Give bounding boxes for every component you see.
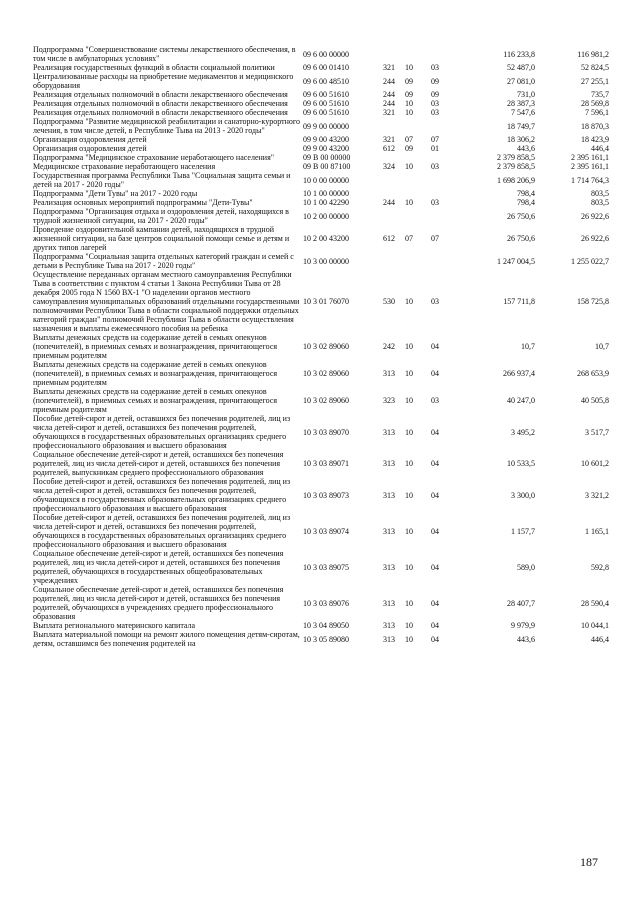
row-amount-year-1: 3 495,2 (511, 427, 535, 437)
row-target-code: 10 3 02 89060 (303, 396, 349, 405)
row-subsection: 07 (431, 234, 439, 243)
row-description: Подпрограмма "Развитие медицинской реабилитации и санаторно-курортного лечения, в том числе детей, в Республике Тыва на 2013 - 2020 годы" (33, 117, 300, 135)
row-section (405, 252, 431, 270)
table-row (33, 414, 609, 450)
row-amount-year-2: 1 714 764,3 (571, 175, 609, 185)
row-expense-type: 323 (383, 396, 395, 405)
row-amount-year-1: 1 157,7 (511, 526, 535, 536)
row-expense-type (383, 171, 405, 189)
row-subsection: 03 (431, 108, 439, 117)
row-expense-type: 530 (383, 297, 395, 306)
row-amount-year-2: 446,4 (591, 144, 609, 153)
table-row (33, 72, 609, 90)
row-target-code: 10 3 03 89073 (303, 490, 349, 500)
table-row (33, 162, 609, 171)
row-amount-year-2: 735,7 (591, 90, 609, 99)
row-subsection (431, 252, 465, 270)
table-row (33, 45, 609, 63)
row-amount-year-1: 9 979,9 (511, 621, 535, 630)
row-section: 10 (405, 369, 413, 378)
row-section: 10 (405, 598, 413, 608)
row-amount-year-1: 798,4 (517, 198, 535, 207)
row-target-code: 10 3 05 89080 (303, 634, 349, 644)
row-amount-year-1: 443,6 (517, 144, 535, 153)
row-subsection (431, 189, 465, 198)
row-section (405, 117, 431, 135)
row-target-code: 09 В 00 00000 (303, 153, 351, 162)
row-expense-type: 324 (383, 162, 395, 171)
row-subsection: 03 (431, 297, 439, 306)
row-section (405, 171, 431, 189)
row-expense-type (383, 207, 405, 225)
row-description: Подпрограмма "Дети Тувы" на 2017 - 2020 годы (33, 189, 198, 198)
row-expense-type: 244 (383, 198, 395, 207)
row-amount-year-1: 2 379 858,5 (497, 153, 535, 162)
row-target-code: 10 1 00 00000 (303, 189, 349, 198)
row-target-code: 10 3 02 89060 (303, 369, 349, 378)
row-section: 07 (405, 135, 413, 144)
row-expense-type: 242 (383, 342, 395, 351)
table-row (33, 621, 609, 630)
table-row (33, 450, 609, 477)
row-description: Социальное обеспечение детей-сирот и детей, оставшихся без попечения родителей, лиц из числа детей-сирот и детей, оставшихся без попечения родителей, обучающихся в учреждениях среднего профессионального образования (33, 585, 284, 621)
table-row (33, 90, 609, 99)
row-section: 10 (405, 490, 413, 500)
row-amount-year-1: 443,6 (517, 634, 535, 644)
row-target-code: 10 2 00 43200 (303, 234, 349, 243)
row-description: Пособие детей-сирот и детей, оставшихся без попечения родителей, лиц из числа детей-сирот и детей, оставшихся без попечения родителей, обучающихся в государственных образовательных организациях среднего профессионального образования и высшего образования (33, 414, 291, 450)
row-description: Проведение оздоровительной кампании детей, находящихся в трудной жизненной ситуации, на базе центров социальной помощи семье и детям и других типов лагерей (33, 225, 290, 252)
row-amount-year-2: 2 395 161,1 (571, 162, 609, 171)
table-row (33, 171, 609, 189)
table-row (33, 333, 609, 360)
row-subsection (431, 171, 465, 189)
row-subsection: 04 (431, 526, 439, 536)
row-target-code: 09 В 00 87100 (303, 162, 351, 171)
table-row (33, 198, 609, 207)
row-description: Централизованные расходы на приобретение медикаментов и медицинского оборудования (33, 72, 294, 90)
row-description: Выплаты денежных средств на содержание детей в семьях опекунов (попечителей), в приемных семьях и вознаграждения, причитающегося приемным родителям (33, 387, 278, 414)
row-amount-year-2: 52 824,5 (581, 63, 609, 72)
row-target-code: 09 6 00 48510 (303, 76, 349, 86)
row-target-code: 09 6 00 01410 (303, 63, 349, 72)
row-section: 10 (405, 99, 413, 108)
row-amount-year-2: 1 165,1 (585, 526, 609, 536)
row-description: Реализация отдельных полномочий в области лекарственного обеспечения (33, 90, 288, 99)
row-subsection: 09 (431, 90, 439, 99)
row-subsection: 04 (431, 490, 439, 500)
row-expense-type: 321 (383, 63, 395, 72)
row-subsection: 04 (431, 621, 439, 630)
row-amount-year-1: 10,7 (521, 342, 535, 351)
row-expense-type: 313 (383, 526, 395, 536)
table-row (33, 513, 609, 549)
row-amount-year-2: 446,4 (591, 634, 609, 644)
row-amount-year-1: 2 379 858,5 (497, 162, 535, 171)
table-row (33, 153, 609, 162)
row-subsection: 09 (431, 76, 439, 86)
row-expense-type: 313 (383, 459, 395, 468)
row-expense-type: 313 (383, 621, 395, 630)
row-target-code: 10 3 03 89070 (303, 427, 349, 437)
row-section: 10 (405, 63, 413, 72)
row-section: 10 (405, 342, 413, 351)
table-row (33, 135, 609, 144)
row-description: Подпрограмма "Социальная защита отдельных категорий граждан и семей с детьми в Республике Тыва на 2017 - 2020 годы" (33, 252, 294, 270)
table-row (33, 225, 609, 252)
row-amount-year-2: 27 255,1 (581, 76, 609, 86)
row-target-code: 09 6 00 51610 (303, 108, 349, 117)
table-row (33, 630, 609, 648)
row-target-code: 10 3 00 00000 (303, 256, 349, 266)
table-row (33, 270, 609, 333)
row-section: 09 (405, 144, 413, 153)
row-expense-type: 612 (383, 144, 395, 153)
row-expense-type: 244 (383, 90, 395, 99)
row-amount-year-2: 803,5 (591, 189, 609, 198)
row-amount-year-2: 7 596,1 (585, 108, 609, 117)
row-amount-year-2: 158 725,8 (577, 297, 609, 306)
row-expense-type: 313 (383, 369, 395, 378)
row-subsection (431, 45, 465, 63)
row-subsection (431, 153, 465, 162)
table-row (33, 189, 609, 198)
row-section: 10 (405, 297, 413, 306)
row-section: 10 (405, 562, 413, 572)
row-description: Осуществление переданных органам местного самоуправления Республики Тыва в соответствии с пунктом 4 статьи 1 Закона Республики Тыва от 28 декабря 2005 года N 1560 ВХ-1 "О наделении органов местного самоуправления муниципальных образований отдельными государственными полномочиями Республики Тыва в области социальной поддержки отдельных категорий граждан" полномочий Республики Тыва в области осуществления назначения и выплаты ежемесячного пособия на ребенка (33, 270, 300, 333)
table-row (33, 63, 609, 72)
row-amount-year-1: 116 233,8 (503, 49, 535, 59)
page-number: 187 (580, 855, 598, 869)
row-target-code: 09 6 00 51610 (303, 90, 349, 99)
row-amount-year-2: 2 395 161,1 (571, 153, 609, 162)
row-expense-type: 313 (383, 427, 395, 437)
row-target-code: 09 9 00 00000 (303, 121, 349, 131)
row-target-code: 09 9 00 43200 (303, 144, 349, 153)
row-description: Подпрограмма "Медицинское страхование неработающего населения" (33, 153, 275, 162)
row-subsection: 03 (431, 99, 439, 108)
row-section: 10 (405, 526, 413, 536)
row-amount-year-1: 18 749,7 (507, 121, 535, 131)
row-section: 10 (405, 459, 413, 468)
row-expense-type (383, 45, 405, 63)
row-amount-year-1: 26 750,6 (507, 234, 535, 243)
row-description: Социальное обеспечение детей-сирот и детей, оставшихся без попечения родителей, лиц из числа детей-сирот и детей, оставшихся без попечения родителей, обучающихся в государственных общеобразовательных учреждениях (33, 549, 284, 585)
row-description: Организация оздоровления детей (33, 144, 147, 153)
row-subsection (431, 207, 465, 225)
row-section: 10 (405, 621, 413, 630)
row-subsection: 03 (431, 63, 439, 72)
row-target-code: 10 3 03 89076 (303, 598, 349, 608)
row-section: 10 (405, 396, 413, 405)
row-amount-year-1: 10 533,5 (507, 459, 535, 468)
row-amount-year-2: 18 870,3 (581, 121, 609, 131)
table-row (33, 99, 609, 108)
row-amount-year-2: 1 255 022,7 (571, 256, 609, 266)
row-section: 10 (405, 162, 413, 171)
row-expense-type (383, 153, 405, 162)
row-description: Реализация основных мероприятий подпрограммы "Дети-Тувы" (33, 198, 253, 207)
row-section: 09 (405, 76, 413, 86)
row-subsection: 03 (431, 396, 439, 405)
row-target-code: 09 6 00 51610 (303, 99, 349, 108)
row-expense-type: 244 (383, 99, 395, 108)
budget-table-body (33, 45, 609, 648)
row-amount-year-1: 28 407,7 (507, 598, 535, 608)
row-target-code: 10 1 00 42290 (303, 198, 349, 207)
table-row (33, 108, 609, 117)
row-target-code: 10 3 03 89071 (303, 459, 349, 468)
row-amount-year-2: 28 590,4 (581, 598, 609, 608)
row-expense-type: 313 (383, 490, 395, 500)
row-description: Пособие детей-сирот и детей, оставшихся без попечения родителей, лиц из числа детей-сирот и детей, оставшихся без попечения родителей, обучающихся в государственных образовательных организациях среднего профессионального образования и высшего образования (33, 477, 291, 513)
table-row (33, 585, 609, 621)
row-amount-year-2: 40 505,8 (581, 396, 609, 405)
row-description: Подпрограмма "Совершенствование системы лекарственного обеспечения, в том числе в амбулаторных условиях" (33, 45, 296, 63)
row-amount-year-2: 10 601,2 (581, 459, 609, 468)
row-subsection: 03 (431, 198, 439, 207)
row-description: Выплаты денежных средств на содержание детей в семьях опекунов (попечителей), в приемных семьях и вознаграждения, причитающегося приемным родителям (33, 333, 278, 360)
row-section (405, 45, 431, 63)
row-description: Выплата материальной помощи на ремонт жилого помещения детям-сиротам, детям, оставшимся без попечения родителей на (33, 630, 300, 648)
row-amount-year-2: 26 922,6 (581, 211, 609, 221)
row-subsection: 04 (431, 598, 439, 608)
row-amount-year-1: 798,4 (517, 189, 535, 198)
row-amount-year-1: 40 247,0 (507, 396, 535, 405)
row-amount-year-1: 589,0 (517, 562, 535, 572)
row-amount-year-1: 7 547,6 (511, 108, 535, 117)
row-subsection: 03 (431, 162, 439, 171)
row-subsection: 04 (431, 459, 439, 468)
row-target-code: 10 3 01 76070 (303, 297, 349, 306)
row-description: Выплата регионального материнского капитала (33, 621, 196, 630)
table-row (33, 387, 609, 414)
row-amount-year-2: 26 922,6 (581, 234, 609, 243)
row-subsection: 07 (431, 135, 439, 144)
row-amount-year-2: 116 981,2 (577, 49, 609, 59)
row-amount-year-2: 10,7 (595, 342, 609, 351)
budget-table (33, 45, 609, 648)
row-description: Медицинское страхование неработающего населения (33, 162, 216, 171)
row-description: Подпрограмма "Организация отдыха и оздоровления детей, находящихся в трудной жизненной ситуации, на 2017 - 2020 годы" (33, 207, 289, 225)
row-amount-year-2: 10 044,1 (581, 621, 609, 630)
row-expense-type (383, 117, 405, 135)
row-expense-type (383, 252, 405, 270)
table-row (33, 360, 609, 387)
row-subsection: 01 (431, 144, 439, 153)
row-amount-year-2: 592,8 (591, 562, 609, 572)
row-target-code: 10 3 03 89075 (303, 562, 349, 572)
table-row (33, 207, 609, 225)
row-target-code: 09 9 00 43200 (303, 135, 349, 144)
row-target-code: 10 2 00 00000 (303, 211, 349, 221)
row-amount-year-2: 18 423,9 (581, 135, 609, 144)
row-subsection: 04 (431, 634, 439, 644)
row-expense-type: 313 (383, 598, 395, 608)
row-subsection: 04 (431, 427, 439, 437)
row-description: Социальное обеспечение детей-сирот и детей, оставшихся без попечения родителей, лиц из числа детей-сирот и детей, оставшихся без попечения родителей, выпускникам среднего профессионального образования (33, 450, 284, 477)
row-description: Реализация отдельных полномочий в области лекарственного обеспечения (33, 99, 288, 108)
row-description: Реализация отдельных полномочий в области лекарственного обеспечения (33, 108, 288, 117)
row-expense-type (383, 189, 405, 198)
table-row (33, 252, 609, 270)
row-section: 07 (405, 234, 413, 243)
row-amount-year-1: 157 711,8 (503, 297, 535, 306)
row-amount-year-1: 27 081,0 (507, 76, 535, 86)
row-description: Организация оздоровления детей (33, 135, 147, 144)
row-expense-type: 244 (383, 76, 395, 86)
row-target-code: 09 6 00 00000 (303, 49, 349, 59)
row-amount-year-1: 26 750,6 (507, 211, 535, 221)
row-section (405, 189, 431, 198)
row-amount-year-1: 18 306,2 (507, 135, 535, 144)
row-description: Пособие детей-сирот и детей, оставшихся без попечения родителей, лиц из числа детей-сирот и детей, оставшихся без попечения родителей, обучающихся в государственных образовательных организациях среднего профессионального образования и высшего образования (33, 513, 291, 549)
row-section: 10 (405, 634, 413, 644)
table-row (33, 144, 609, 153)
table-row (33, 117, 609, 135)
row-amount-year-1: 731,0 (517, 90, 535, 99)
row-expense-type: 313 (383, 634, 395, 644)
row-amount-year-2: 3 321,2 (585, 490, 609, 500)
row-amount-year-2: 268 653,9 (577, 369, 609, 378)
row-amount-year-1: 52 487,0 (507, 63, 535, 72)
row-subsection: 04 (431, 342, 439, 351)
row-section: 10 (405, 427, 413, 437)
row-target-code: 10 3 03 89074 (303, 526, 349, 536)
row-section: 10 (405, 198, 413, 207)
row-subsection (431, 117, 465, 135)
row-expense-type: 321 (383, 135, 395, 144)
row-expense-type: 313 (383, 562, 395, 572)
row-expense-type: 612 (383, 234, 395, 243)
row-amount-year-1: 3 300,0 (511, 490, 535, 500)
row-amount-year-1: 1 247 004,5 (497, 256, 535, 266)
row-amount-year-1: 28 387,3 (507, 99, 535, 108)
row-description: Реализация государственных функций в области социальной политики (33, 63, 275, 72)
row-amount-year-2: 803,5 (591, 198, 609, 207)
row-description: Государственная программа Республики Тыва "Социальная защита семьи и детей на 2017 - 2020 годы" (33, 171, 291, 189)
row-amount-year-2: 3 517,7 (585, 427, 609, 437)
row-subsection: 04 (431, 562, 439, 572)
row-section (405, 153, 431, 162)
row-section (405, 207, 431, 225)
row-amount-year-2: 28 569,8 (581, 99, 609, 108)
row-description: Выплаты денежных средств на содержание детей в семьях опекунов (попечителей), в приемных семьях и вознаграждения, причитающегося приемным родителям (33, 360, 278, 387)
row-target-code: 10 3 02 89060 (303, 342, 349, 351)
row-subsection: 04 (431, 369, 439, 378)
row-section: 10 (405, 108, 413, 117)
row-expense-type: 321 (383, 108, 395, 117)
table-row (33, 549, 609, 585)
table-row (33, 477, 609, 513)
row-section: 09 (405, 90, 413, 99)
row-amount-year-1: 266 937,4 (503, 369, 535, 378)
row-amount-year-1: 1 698 206,9 (497, 175, 535, 185)
row-target-code: 10 0 00 00000 (303, 175, 349, 185)
row-target-code: 10 3 04 89050 (303, 621, 349, 630)
